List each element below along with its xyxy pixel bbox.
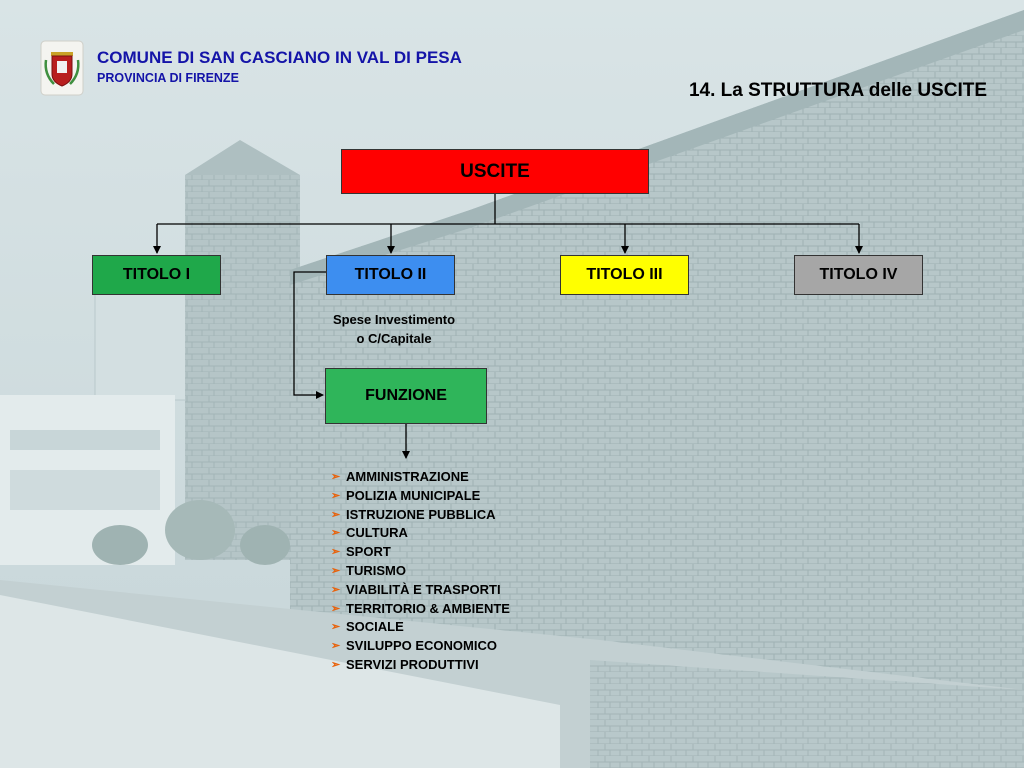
slide-title: 14. La STRUTTURA delle USCITE — [688, 80, 987, 101]
titolo-4-box: TITOLO IV — [794, 255, 923, 295]
arrow-bullet-icon: ➢ — [331, 546, 341, 559]
function-label: SPORT — [346, 544, 391, 560]
function-label: POLIZIA MUNICIPALE — [346, 487, 481, 503]
list-item — [331, 543, 510, 562]
list-item — [331, 468, 510, 487]
function-label: CULTURA — [346, 525, 408, 541]
uscite-box: USCITE — [341, 149, 649, 194]
coat-of-arms-icon — [40, 40, 84, 96]
funzione-box: FUNZIONE — [325, 368, 487, 424]
arrow-bullet-icon: ➢ — [331, 508, 341, 521]
function-label: VIABILITÀ E TRASPORTI — [346, 581, 501, 597]
arrow-bullet-icon: ➢ — [331, 564, 341, 577]
arrow-bullet-icon: ➢ — [331, 471, 341, 483]
arrow-bullet-icon: ➢ — [331, 621, 341, 634]
titolo-2-note — [310, 310, 478, 348]
function-label: SOCIALE — [346, 619, 404, 635]
note-line-1: Spese Investimento — [332, 312, 456, 327]
list-item — [331, 618, 510, 637]
list-item — [331, 562, 510, 581]
arrow-bullet-icon: ➢ — [331, 489, 341, 502]
arrow-bullet-icon: ➢ — [331, 583, 341, 596]
municipality-name: COMUNE DI SAN CASCIANO IN VAL DI PESA — [97, 48, 462, 67]
list-item — [331, 656, 510, 675]
function-label: TERRITORIO & AMBIENTE — [346, 600, 510, 616]
function-label: SERVIZI PRODUTTIVI — [346, 656, 479, 672]
province-name: PROVINCIA DI FIRENZE — [97, 71, 239, 85]
function-label: SVILUPPO ECONOMICO — [346, 638, 497, 654]
arrow-bullet-icon: ➢ — [331, 658, 341, 671]
list-item — [331, 637, 510, 656]
list-item — [331, 506, 510, 525]
list-item — [331, 487, 510, 506]
titolo-3-box: TITOLO III — [560, 255, 689, 295]
titolo-1-box: TITOLO I — [92, 255, 221, 295]
note-line-2: o C/Capitale — [356, 331, 432, 346]
list-item — [331, 600, 510, 619]
titolo-2-box: TITOLO II — [326, 255, 455, 295]
list-item — [331, 581, 510, 600]
function-label: TURISMO — [346, 562, 406, 578]
function-label: ISTRUZIONE PUBBLICA — [346, 506, 496, 522]
arrow-bullet-icon: ➢ — [331, 640, 341, 653]
functions-list — [331, 468, 510, 675]
arrow-bullet-icon: ➢ — [331, 527, 341, 540]
list-item — [331, 524, 510, 543]
arrow-bullet-icon: ➢ — [331, 602, 341, 615]
function-label: AMMINISTRAZIONE — [346, 469, 469, 484]
